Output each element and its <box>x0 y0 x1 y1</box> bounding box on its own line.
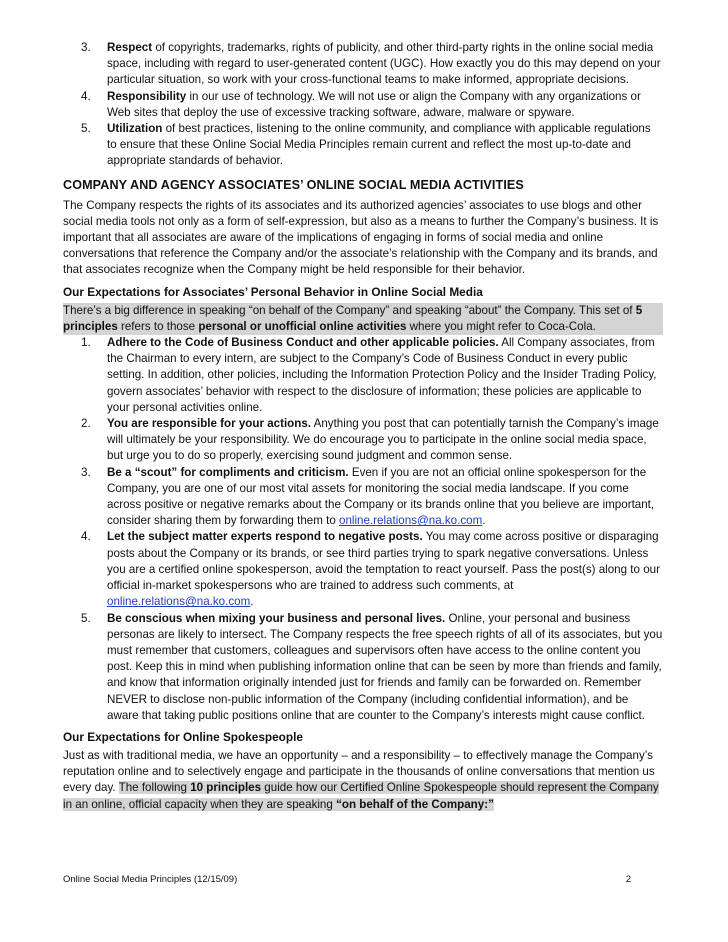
list-item-lead: Responsibility <box>107 89 187 103</box>
section-heading: COMPANY AND AGENCY ASSOCIATES’ ONLINE SOCIAL MEDIA ACTIVITIES <box>63 177 524 192</box>
list-item-lead: Respect <box>107 41 153 54</box>
list-item <box>63 121 663 170</box>
spokespeople-heading: Our Expectations for Online Spokespeople <box>63 729 303 744</box>
page-number: 2 <box>625 874 631 885</box>
list-item <box>63 89 663 121</box>
personal-behavior-heading: Our Expectations for Associates’ Personal Behavior in Online Social Media <box>63 284 483 299</box>
list-item: 3. Be a “scout” for compliments and criticism. Even if you are not an official online spokesperson for the Company, you are one of our most vital assets for monitoring the social media landscape. If you come across positive or negative remarks about the Company or its brands online that you believe are important, consider sharing them by forwarding them to online.relations@na.ko.com. <box>81 465 655 528</box>
personal-principles-list <box>63 335 663 724</box>
footer-title: Online Social Media Principles (12/15/09) <box>63 874 238 885</box>
section-intro: The Company respects the rights of its associates and its authorized agencies’ associates to use blogs and other social media tools not only as a form of self-expression, but also as a means to further the Company’s business. It is important that all associates are aware of the implications of engaging in forms of social media and online conversations that reference the Company and/or the associate’s relationship with the Company and its brands, and that associates recognize when the Company might be held responsible for their behavior. <box>63 198 659 277</box>
list-item: 2. You are responsible for your actions. Anything you post that can potentially tarnish the Company’s image will ultimately be your responsibility. We do encourage you to participate in the online social media space, but urge you to do so properly, exercising sound judgment and common sense. <box>81 417 659 463</box>
list-number: 5. <box>81 122 91 136</box>
document-page <box>63 40 663 813</box>
list-item: 5. Be conscious when mixing your business and personal lives. Online, your personal and business personas are likely to intersect. The Company respects the free speech rights of all of its associates, but you must remember that customers, colleagues and supervisors often have access to the online content you post. Keep this in mind when publishing information online that can be seen by more than friends and family, and know that information originally intended just for friends and family can be forwarded on. Remember NEVER to disclose non-public information of the Company (including confidential information), and be aware that taking public positions online that are counter to the Company’s interests might cause conflict. <box>81 611 663 722</box>
list-item-lead: Utilization <box>107 122 163 136</box>
list-number: 4. <box>81 89 91 103</box>
list-item: 1. Adhere to the Code of Business Conduct and other applicable policies. All Company associates, from the Chairman to every intern, are subject to the Company’s Code of Business Conduct in every public setting. In addition, other policies, including the Information Protection Policy and the Insider Trading Policy, govern associates’ behavior with respect to the disclosure of information; these policies are applicable to your personal activities online. <box>81 336 657 414</box>
list-item-text: in our use of technology. We will not use or align the Company with any organizations or Web sites that deploy the use of excessive tracking software, adware, malware or spyware. <box>107 89 641 119</box>
personal-behavior-intro: There’s a big difference in speaking “on behalf of the Company” and speaking “about” the Company. This set of 5 principles refers to those personal or unofficial online activities where you might refer to Coca-Cola. <box>63 303 663 335</box>
spokespeople-intro: Just as with traditional media, we have an opportunity – and a responsibility – to effectively manage the Company’s reputation online and to selectively engage and participate in the thousands of online conversations that mention us every day. The following 10 principles guide how our Certified Online Spokespeople should represent the Company in an online, official capacity when they are speaking “on behalf of the Company:” <box>63 748 659 811</box>
list-item <box>63 40 663 89</box>
page-footer <box>63 874 631 885</box>
email-link[interactable]: online.relations@na.ko.com <box>107 595 251 609</box>
email-link[interactable]: online.relations@na.ko.com <box>339 514 483 528</box>
list-item: 4. Let the subject matter experts respond to negative posts. You may come across positive or disparaging posts about the Company or its brands, or see third parties trying to spark negative conversations. Unless you are a certified online spokesperson, avoid the temptation to react yourself. Pass the post(s) along to our official in-market spokespersons who are trained to address such comments, at online.relations@na.ko.com. <box>81 530 660 609</box>
principles-list-continued <box>63 40 663 170</box>
list-item-text: of best practices, listening to the online community, and compliance with applicable regulations to ensure that these Online Social Media Principles remain current and reflect the most up-to-date and appropriate standards of behavior. <box>107 122 651 168</box>
list-item-text: of copyrights, trademarks, rights of publicity, and other third-party rights in the online social media space, including with regard to user-generated content (UGC). How exactly you do this may depend on your particular situation, so work with your cross-functional teams to make informed, appropriate decisions. <box>107 41 661 87</box>
list-number: 3. <box>81 41 91 54</box>
